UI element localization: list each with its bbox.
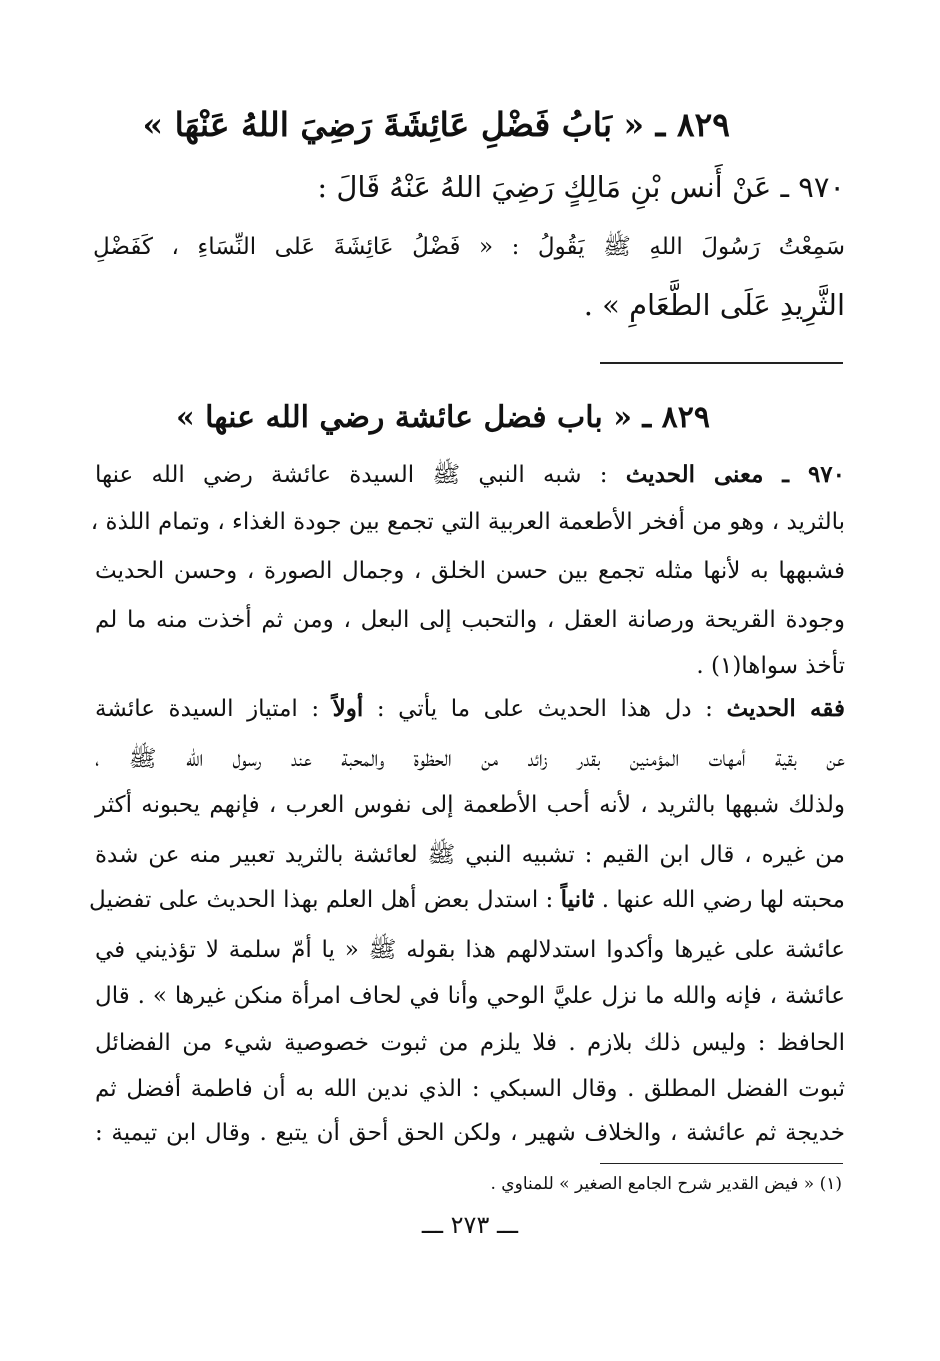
- fiqh-text-a: : دل هذا الحديث على ما يأتي :: [376, 696, 713, 722]
- meaning-line-4: وجودة القريحة ورصانة العقل ، والتحبب إلى البعل ، ومن ثم أخذت منه ما لم: [95, 607, 845, 633]
- meaning-label: ٩٧٠ ـ معنى الحديث: [625, 461, 845, 488]
- second-text-a: محبته لها رضي الله عنها .: [601, 887, 845, 913]
- fiqh-line-7: عائشة ، فإنه والله ما نزل عليَّ الوحي وأنا في لحاف امرأة منكن غيرها » . قال: [95, 983, 845, 1009]
- fiqh-line-2: عن بقية أمهات المؤمنين بقدر زائد من الحظوة والمحبة عند رسول الله ﷺ ،: [95, 746, 845, 772]
- meaning-line-2: بالثريد ، وهو من أفخر الأطعمة العربية التي تجمع بين جودة الغذاء ، وتمام اللذة ،: [90, 509, 845, 535]
- fiqh-label: فقه الحديث: [726, 695, 846, 722]
- hadith-line-3: الثَّرِيدِ عَلَى الطَّعَامِ » .: [583, 288, 845, 322]
- footnote: (١) « فيض القدير شرح الجامع الصغير » للمناوي .: [490, 1174, 842, 1194]
- fiqh-line-3: ولذلك شبهها بالثريد ، لأنه أحب الأطعمة إلى نفوس العرب ، فإنهم يحبونه أكثر: [95, 792, 845, 818]
- fiqh-line-1: [95, 695, 845, 722]
- meaning-text: : شبه النبي ﷺ السيدة عائشة رضي الله عنها: [95, 462, 608, 488]
- fiqh-text-b: : امتياز السيدة عائشة: [95, 696, 320, 722]
- second-text-b: : استدل بعض أهل العلم بهذا الحديث على تفضيل: [89, 887, 554, 913]
- fiqh-line-8: الحافظ : وليس ذلك بلازم . فلا يلزم من ثبوت خصوصية شيء من الفضائل: [95, 1030, 845, 1056]
- section-divider: [600, 362, 843, 364]
- section1-heading: ٨٢٩ ـ « بَابُ فَضْلِ عَائِشَةَ رَضِيَ اللهُ عَنْهَا »: [142, 105, 730, 144]
- section2-heading: ٨٢٩ ـ « باب فضل عائشة رضي الله عنها »: [175, 400, 710, 435]
- first-label: أولاً: [332, 695, 364, 722]
- meaning-line-3: فشبهها به لأنها مثله تجمع بين حسن الخلق ، وجمال الصورة ، وحسن الحديث: [95, 558, 845, 584]
- fiqh-line-5: [89, 886, 845, 913]
- fiqh-line-10: خديجة ثم عائشة ، والخلاف شهير ، ولكن الحق أحق أن يتبع . وقال ابن تيمية :: [95, 1120, 845, 1146]
- footnote-divider: [600, 1163, 843, 1164]
- hadith-line-1: ٩٧٠ ـ عَنْ أَنس بْنِ مَالِكٍ رَضِيَ اللهُ عَنْهُ قَالَ :: [317, 170, 845, 204]
- second-label: ثانياً: [560, 886, 595, 913]
- fiqh-line-9: ثبوت الفضل المطلق . وقال السبكي : الذي ندين الله به أن فاطمة أفضل ثم: [95, 1076, 845, 1102]
- meaning-line-1: [95, 460, 845, 494]
- hadith-line-2: سَمِعْتُ رَسُولَ اللهِ ﷺ يَقُولُ : « فَضْلُ عَائِشَةَ عَلى النِّسَاءِ ، كَفَضْلِ: [93, 234, 845, 260]
- page-number: ـــ ٢٧٣ ـــ: [421, 1211, 519, 1239]
- fiqh-line-6: عائشة على غيرها وأكدوا استدلالهم هذا بقوله ﷺ « يا أمّ سلمة لا تؤذيني في: [95, 937, 845, 963]
- meaning-line-5: تأخذ سواها(١) .: [696, 653, 845, 679]
- fiqh-line-4: من غيره ، قال ابن القيم : تشبيه النبي ﷺ لعائشة بالثريد تعبير منه عن شدة: [95, 842, 845, 868]
